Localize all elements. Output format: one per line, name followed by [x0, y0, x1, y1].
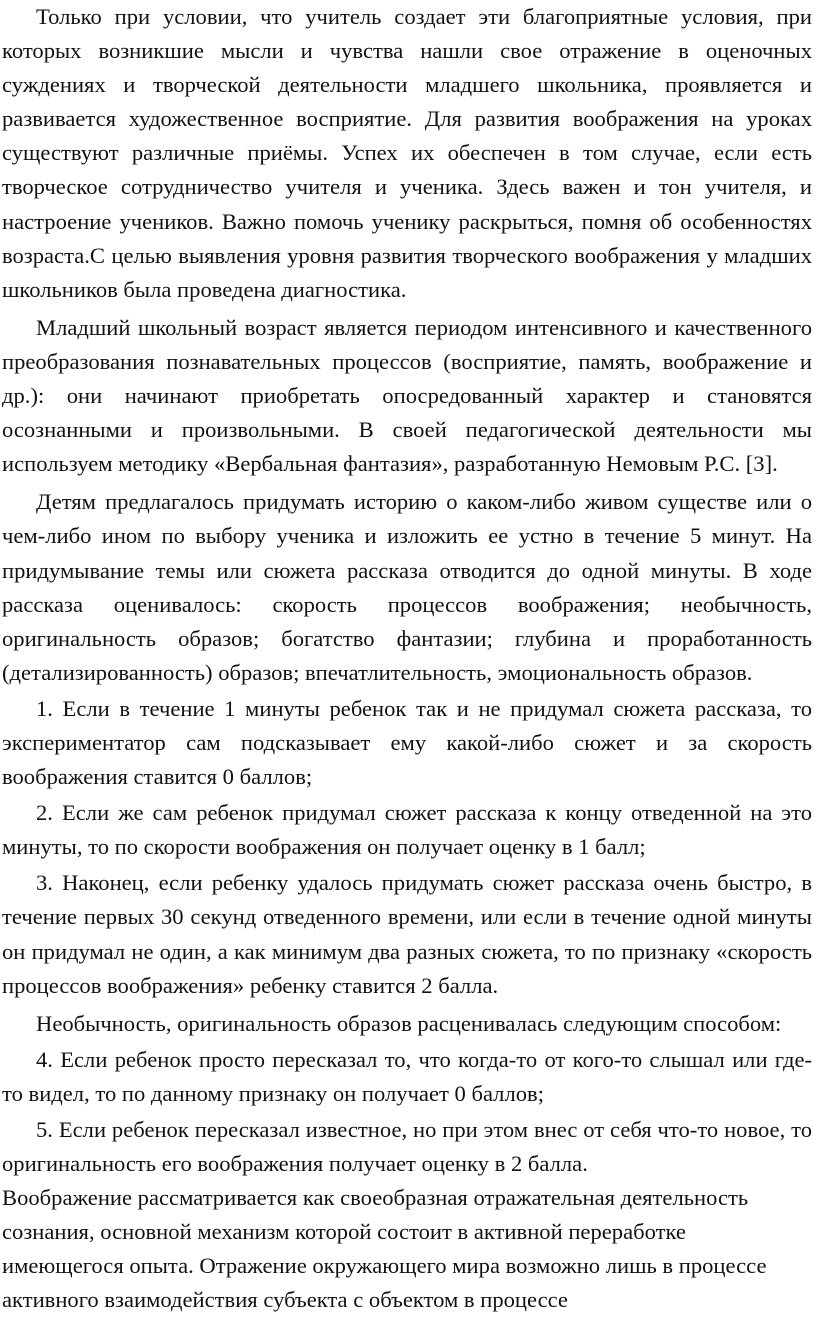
list-item-5: 5. Если ребенок пересказал известное, но при этом внес от себя что-то новое, то оригинальность его воображения получает оценку в 2 балла. — [2, 1117, 812, 1177]
paragraph-task: Детям предлагалось придумать историю о каком-либо живом существе или о чем-либо ином по выбору ученика и изложить ее устно в течение 5 минут. На придумывание темы или сюжета рассказа отводится до одной минуты. В ходе рассказа оценивалось: скорость процессов воображения; необычность, оригинальность образов; богатство фантазии; глубина и проработанность (детализированность) образов; впечатлительность, эмоциональность образов. — [2, 489, 812, 685]
list-item-3: 3. Наконец, если ребенку удалось придумать сюжет рассказа очень быстро, в течение первых 30 секунд отведенного времени, или если в течение одной минуты он придумал не один, а как минимум два разных сюжета, то по признаку «скорость процессов воображения» ребенку ставится 2 балла. — [2, 870, 812, 998]
paragraph-intro: Только при условии, что учитель создает эти благоприятные условия, при которых возникшие мысли и чувства нашли свое отражение в оценочных суждениях и творческой деятельности младшего школьника, проявляется и развивается художественное восприятие. Для развития воображения на уроках существуют различные приёмы. Успех их обеспечен в том случае, если есть творческое сотрудничество учителя и ученика. Здесь важен и тон учителя, и настроение учеников. Важно помочь ученику раскрыться, помня об особенностях возраста.С целью выявления уровня развития творческого воображения у младших школьников была проведена диагностика. — [2, 4, 812, 302]
paragraph-originality: Необычность, оригинальность образов расценивалась следующим способом: — [36, 1010, 782, 1036]
list-item-4: 4. Если ребенок просто пересказал то, что когда-то от кого-то слышал или где-то видел, то по данному признаку он получает 0 баллов; — [2, 1046, 812, 1106]
list-item-1: 1. Если в течение 1 минуты ребенок так и не придумал сюжета рассказа, то экспериментатор сам подсказывает ему какой-либо сюжет и за скорость воображения ставится 0 баллов; — [2, 695, 812, 790]
paragraph-age: Младший школьный возраст является периодом интенсивного и качественного преобразования познавательных процессов (восприятие, память, воображение и др.): они начинают приобретать опосредованный характер и становятся осознанными и произвольными. В своей педагогической деятельности мы используем методику «Вербальная фантазия», разработанную Немовым Р.С. [3]. — [2, 314, 812, 477]
paragraph-imagination: Воображение рассматривается как своеобразная отражательная деятельность сознания, основной механизм которой состоит в активной переработке имеющегося опыта. Отражение окружающего мира возможно лишь в процессе активного взаимодействия субъекта с объектом в процессе — [2, 1185, 767, 1313]
list-item-2: 2. Если же сам ребенок придумал сюжет рассказа к концу отведенной на это минуты, то по скорости воображения он получает оценку в 1 балл; — [2, 800, 812, 860]
